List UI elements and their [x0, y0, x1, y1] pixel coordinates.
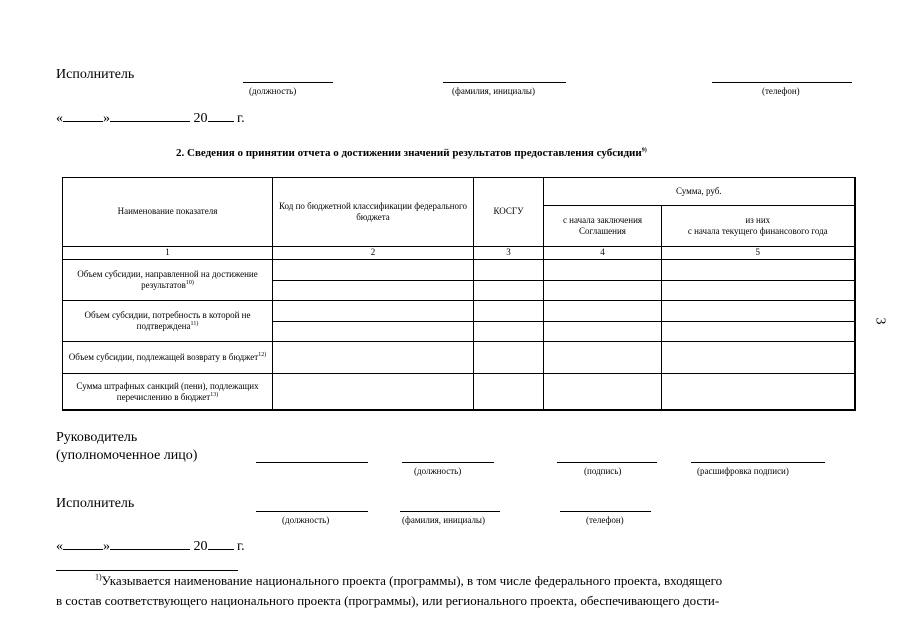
- head-decoding-line: [691, 462, 825, 463]
- header-sum: Сумма, руб.: [544, 178, 855, 206]
- row-label-text: Сумма штрафных санкций (пени), подлежащих перечислению в бюджет: [76, 380, 259, 402]
- section-title-note: 9): [641, 147, 647, 154]
- section-title-text: 2. Сведения о принятии отчета о достижении значений результатов предоставления субсидии: [176, 147, 642, 159]
- executor-label-top: Исполнитель: [56, 67, 135, 82]
- report-table: [62, 177, 856, 411]
- head-position-line: [402, 462, 494, 463]
- executor-label-bottom: Исполнитель: [56, 496, 135, 511]
- since-agreement-cell[interactable]: [544, 341, 662, 373]
- table-row: [63, 374, 855, 410]
- budget-code-cell[interactable]: [273, 374, 474, 410]
- footnote-marker: 1): [95, 572, 102, 582]
- budget-code-cell[interactable]: [273, 341, 474, 373]
- date-month-blank: [110, 549, 190, 550]
- date-year-blank: [208, 121, 234, 122]
- footnote-text-1: Указывается наименование национального проекта (программы), в том числе федерального проекта, входящего: [101, 573, 723, 588]
- head-label-sub: (уполномоченное лицо): [56, 448, 198, 463]
- column-number-2: 2: [273, 246, 474, 259]
- table-row: [63, 301, 855, 341]
- position-caption-bottom: (должность): [282, 515, 330, 525]
- since-agreement-cell[interactable]: [544, 374, 662, 410]
- date-quote-close: »: [103, 111, 110, 126]
- date-quote-close: »: [103, 539, 110, 554]
- row-note: 11): [190, 321, 199, 327]
- date-year-blank: [208, 549, 234, 550]
- head-decoding-caption: (расшифровка подписи): [697, 466, 789, 476]
- name-line-bottom: [400, 511, 500, 512]
- header-budget-code-text: Код по бюджетной классификации федерального бюджета: [278, 201, 467, 222]
- date-line-bottom: [56, 539, 245, 555]
- date-line-top: [56, 111, 245, 127]
- header-since-agreement: с начала заключения Соглашения: [544, 206, 662, 246]
- footnote-separator: [56, 570, 238, 571]
- date-year-suffix: г.: [237, 111, 245, 126]
- page-number: 3: [872, 317, 888, 325]
- position-caption-top: (должность): [249, 86, 297, 96]
- header-current-year-line2: с начала текущего финансового года: [687, 226, 828, 236]
- current-year-cell[interactable]: [662, 341, 855, 373]
- head-label: Руководитель: [56, 430, 138, 445]
- since-agreement-cell[interactable]: [544, 301, 662, 341]
- head-signature-line: [557, 462, 657, 463]
- head-signature-caption: (подпись): [584, 466, 622, 476]
- column-number-3: 3: [474, 246, 544, 259]
- kosgu-cell[interactable]: [474, 341, 544, 373]
- date-year-prefix: 20: [193, 539, 208, 554]
- row-note: 10): [185, 280, 194, 287]
- table-row: [63, 259, 855, 300]
- position-line-top: [243, 82, 333, 83]
- phone-caption-top: (телефон): [762, 86, 800, 96]
- date-day-blank: [63, 121, 103, 122]
- header-indicator-name: Наименование показателя: [63, 178, 273, 247]
- column-number-4: 4: [544, 246, 662, 259]
- kosgu-cell[interactable]: [474, 301, 544, 341]
- column-number-1: 1: [63, 246, 273, 259]
- row-label-text: Объем субсидии, подлежащей возврату в бюджет: [68, 351, 259, 362]
- column-number-5: 5: [662, 246, 855, 259]
- name-caption-bottom: (фамилия, инициалы): [402, 515, 485, 525]
- budget-code-cell[interactable]: [273, 259, 474, 300]
- header-kosgu: КОСГУ: [474, 178, 544, 247]
- phone-line-top: [712, 82, 852, 83]
- kosgu-cell[interactable]: [474, 374, 544, 410]
- name-line-top: [443, 82, 566, 83]
- head-position-caption: (должность): [414, 466, 462, 476]
- date-year-suffix: г.: [237, 539, 245, 554]
- phone-line-bottom: [560, 511, 651, 512]
- row-label-text: Объем субсидии, направленной на достижение результатов: [77, 269, 258, 291]
- date-quote-open: «: [56, 111, 63, 126]
- footnote-line-1: [95, 573, 722, 589]
- position-line-bottom: [256, 511, 368, 512]
- header-budget-code: [273, 178, 474, 247]
- date-year-prefix: 20: [193, 111, 208, 126]
- date-month-blank: [110, 121, 190, 122]
- row-label: [63, 374, 273, 410]
- header-current-year: [662, 206, 855, 246]
- budget-code-cell[interactable]: [273, 301, 474, 341]
- date-day-blank: [63, 549, 103, 550]
- row-label: [63, 301, 273, 341]
- row-note: 12): [258, 351, 267, 358]
- table-row: [63, 341, 855, 373]
- date-quote-open: «: [56, 539, 63, 554]
- name-caption-top: (фамилия, инициалы): [452, 86, 535, 96]
- row-label: [63, 259, 273, 300]
- row-note: 13): [210, 391, 219, 398]
- current-year-cell[interactable]: [662, 374, 855, 410]
- section-title: [176, 147, 647, 159]
- footnote-line-2: в состав соответствующего национального проекта (программы), или регионального проекта, обеспечивающего дости-: [56, 593, 720, 608]
- head-blank-line: [256, 462, 368, 463]
- phone-caption-bottom: (телефон): [586, 515, 624, 525]
- kosgu-cell[interactable]: [474, 259, 544, 300]
- row-label: [63, 341, 273, 373]
- header-current-year-line1: из них: [745, 215, 771, 226]
- current-year-cell[interactable]: [662, 301, 855, 341]
- row-label-text: Объем субсидии, потребность в которой не подтверждена: [84, 310, 251, 331]
- since-agreement-cell[interactable]: [544, 259, 662, 300]
- current-year-cell[interactable]: [662, 259, 855, 300]
